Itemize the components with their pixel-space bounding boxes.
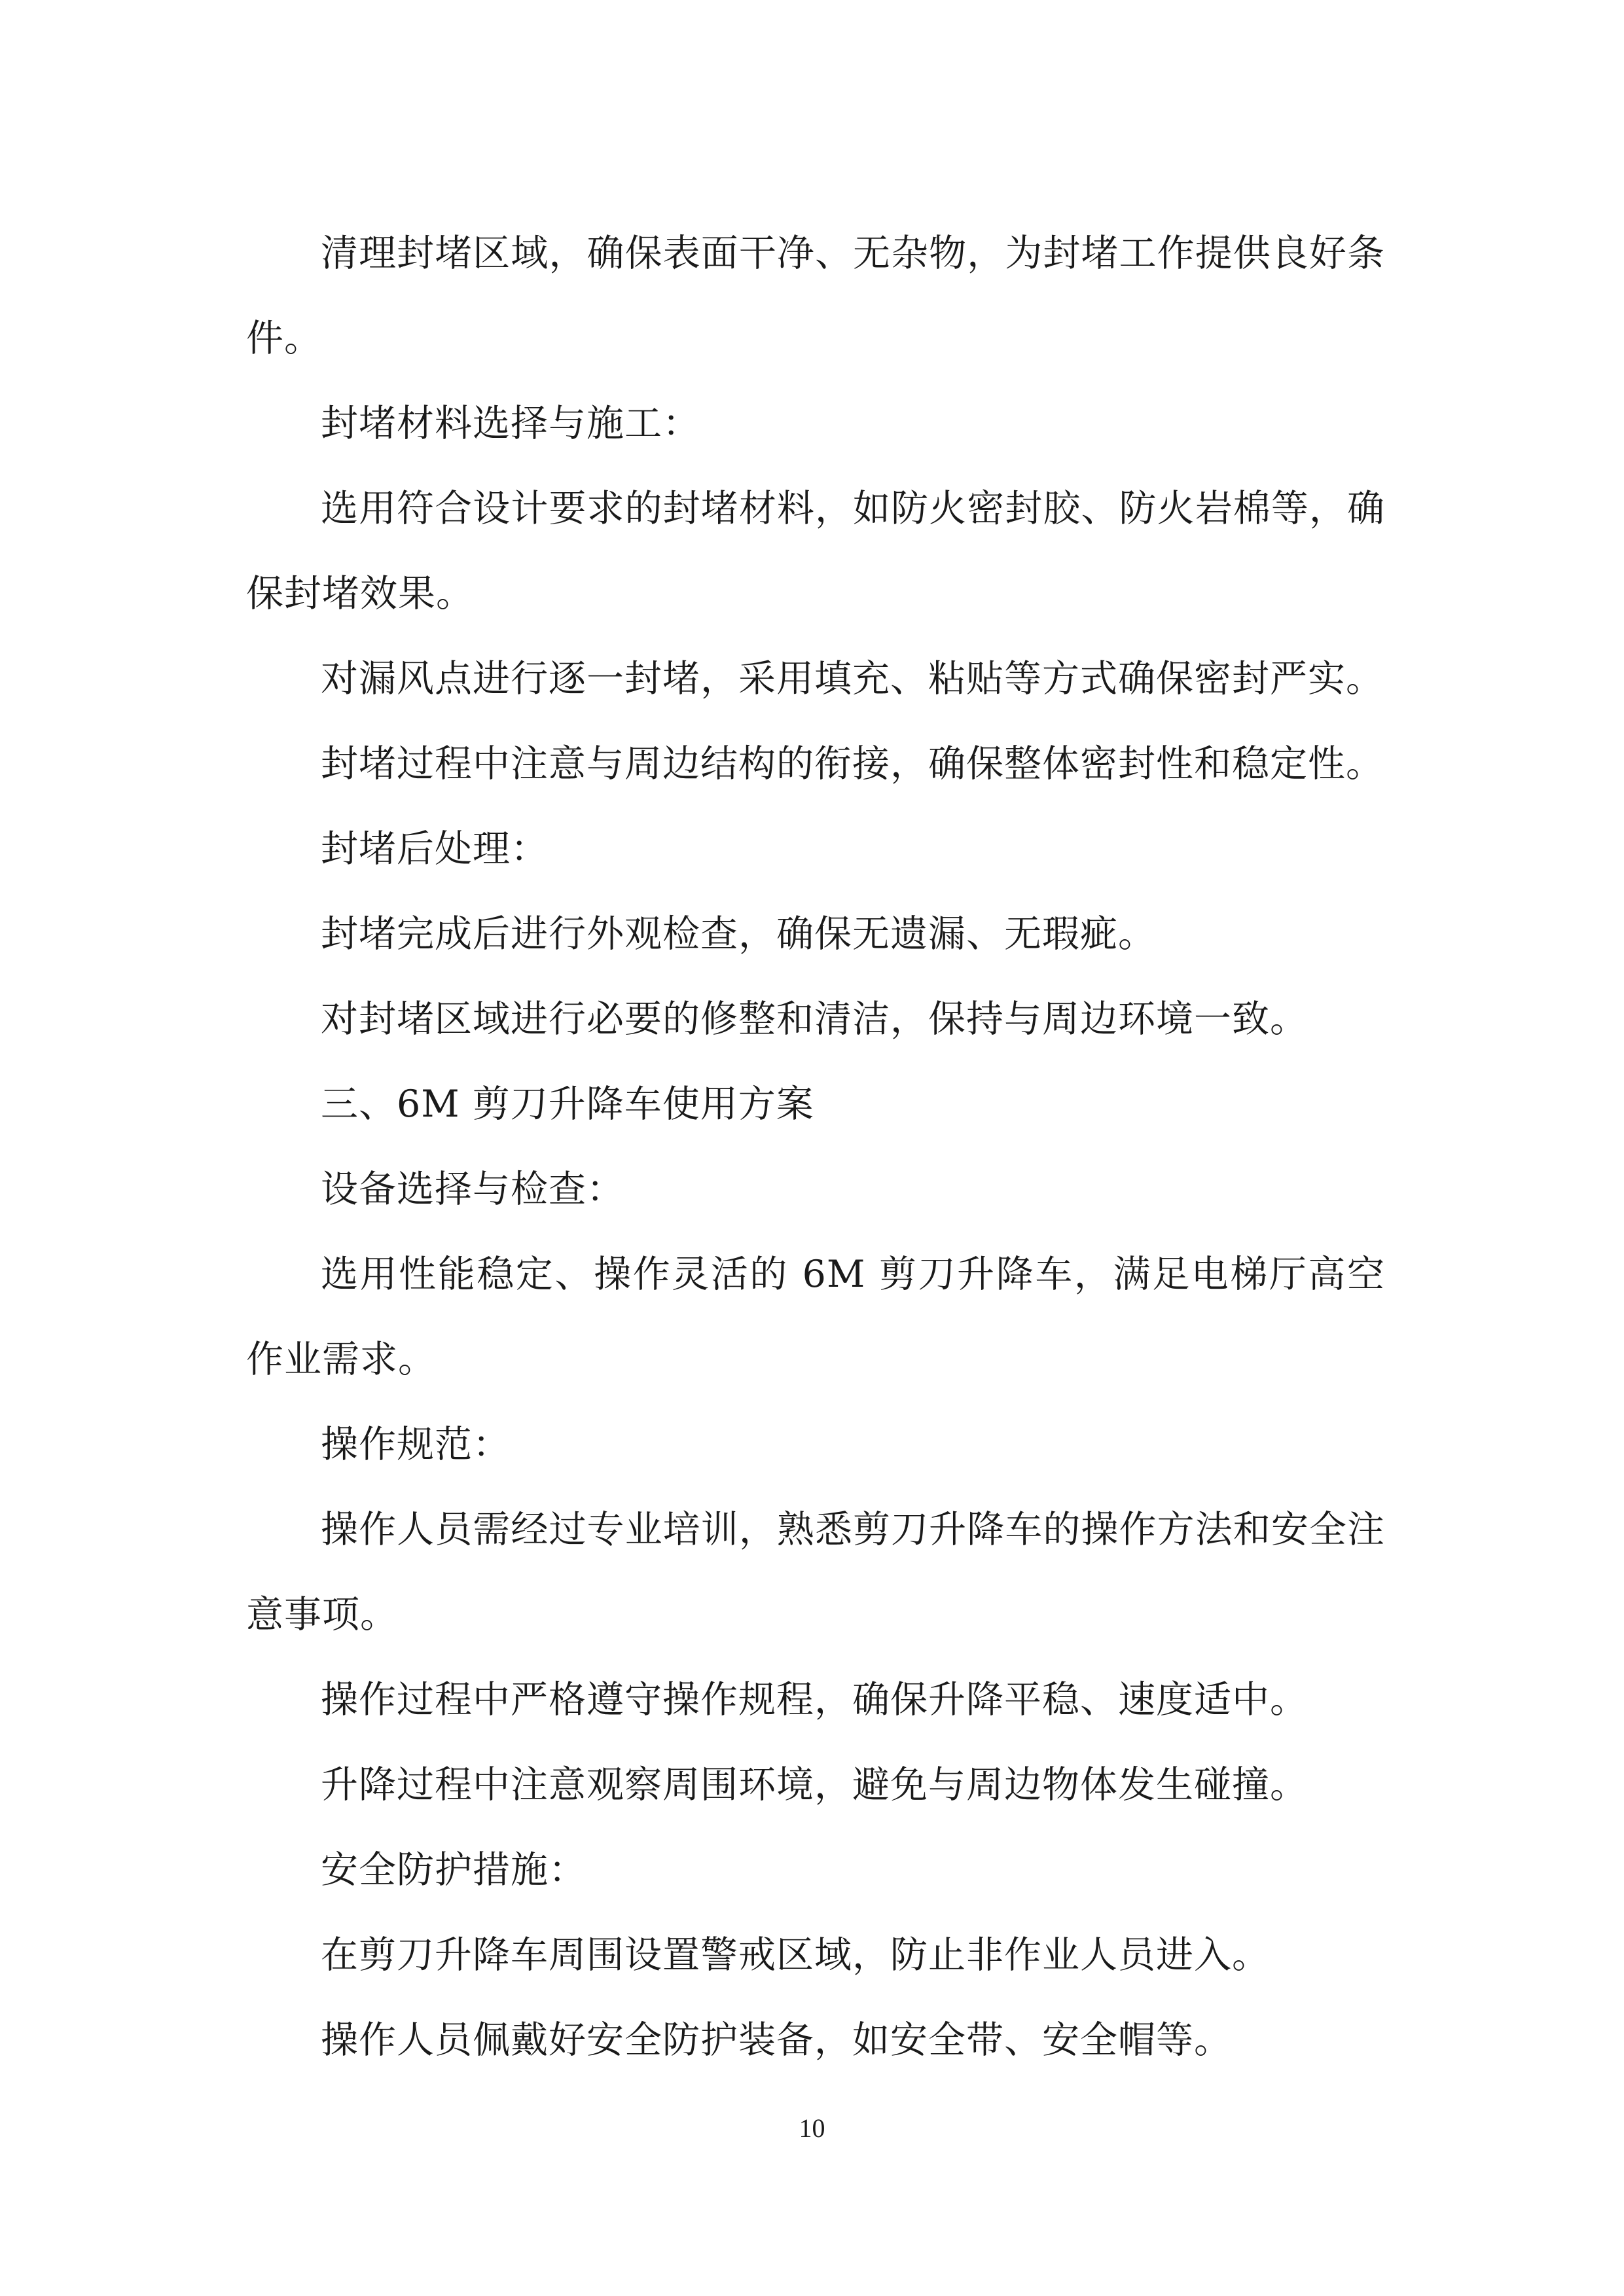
paragraph-sealing-method: 对漏风点进行逐一封堵，采用填充、粘贴等方式确保密封严实。 bbox=[321, 657, 1384, 700]
heading-operation-rules: 操作规范： bbox=[321, 1423, 511, 1466]
paragraph-warning-area: 在剪刀升降车周围设置警戒区域，防止非作业人员进入。 bbox=[321, 1933, 1270, 1977]
section-heading-scissor-lift: 三、6M 剪刀升降车使用方案 bbox=[321, 1083, 814, 1126]
paragraph-inspection: 封堵完成后进行外观检查，确保无遗漏、无瑕疵。 bbox=[321, 912, 1156, 956]
paragraph-material-choice: 选用符合设计要求的封堵材料，如防火密封胶、防火岩棉等，确保封堵效果。 bbox=[246, 487, 1385, 615]
heading-material-selection: 封堵材料选择与施工： bbox=[321, 402, 700, 445]
heading-equipment-selection: 设备选择与检查： bbox=[321, 1168, 624, 1211]
paragraph-trimming: 对封堵区域进行必要的修整和清洁，保持与周边环境一致。 bbox=[321, 997, 1308, 1041]
paragraph-protective-equipment: 操作人员佩戴好安全防护装备，如安全带、安全帽等。 bbox=[321, 2018, 1232, 2062]
paragraph-observe-surroundings: 升降过程中注意观察周围环境，避免与周边物体发生碰撞。 bbox=[321, 1763, 1308, 1806]
page-number: 10 bbox=[799, 2113, 825, 2143]
page-body bbox=[246, 211, 1385, 2083]
paragraph-sealing-connection: 封堵过程中注意与周边结构的衔接，确保整体密封性和稳定性。 bbox=[321, 742, 1384, 785]
paragraph-operator-training: 操作人员需经过专业培训，熟悉剪刀升降车的操作方法和安全注意事项。 bbox=[246, 1508, 1385, 1636]
paragraph-operation-procedure: 操作过程中严格遵守操作规程，确保升降平稳、速度适中。 bbox=[321, 1678, 1308, 1721]
paragraph-cleaning: 清理封堵区域，确保表面干净、无杂物，为封堵工作提供良好条件。 bbox=[246, 232, 1385, 360]
heading-safety-measures: 安全防护措施： bbox=[321, 1848, 586, 1892]
paragraph-equipment-choice: 选用性能稳定、操作灵活的 6M 剪刀升降车，满足电梯厅高空作业需求。 bbox=[246, 1253, 1385, 1381]
heading-post-treatment: 封堵后处理： bbox=[321, 827, 549, 870]
